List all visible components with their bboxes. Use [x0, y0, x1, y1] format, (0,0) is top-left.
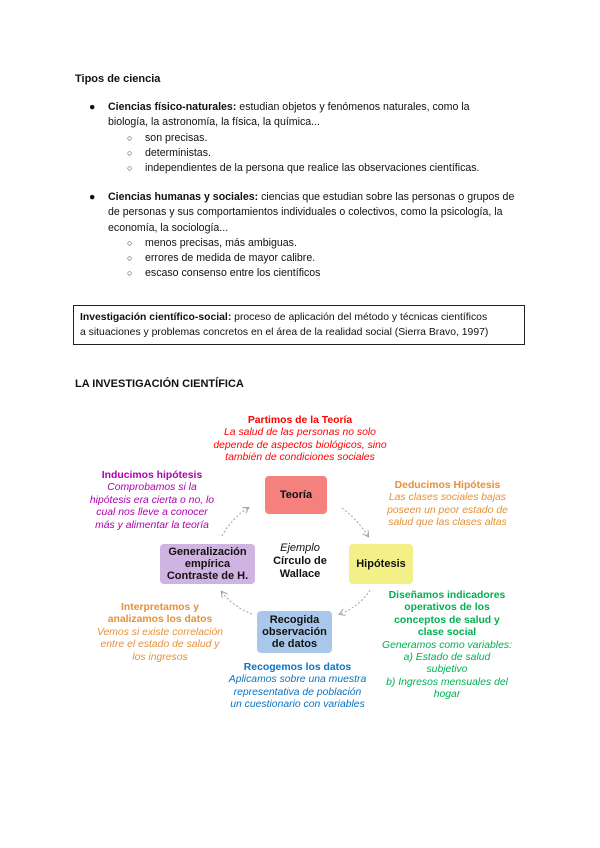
section-title-investigacion: LA INVESTIGACIÓN CIENTÍFICA: [75, 378, 244, 390]
circle-bullet: ○: [127, 253, 133, 263]
sub-item: independientes de la persona que realice las observaciones científicas.: [145, 162, 480, 174]
circle-bullet: ○: [127, 148, 133, 158]
label-partimos-teoria: Partimos de la Teoría La salud de las personas no solo depende de aspectos biológicos, sino también de condiciones sociales: [213, 415, 387, 464]
sub-item: escaso consenso entre los científicos: [145, 267, 321, 279]
list-item-humanas-sociales: Ciencias humanas y sociales: ciencias que estudian sobre las personas o grupos de de personas y sus comportamientos individuales o colectivos, como la psicología, la economía, la sociología...: [108, 191, 515, 234]
node-hipotesis: Hipótesis: [349, 544, 413, 584]
circle-bullet: ○: [127, 133, 133, 143]
sub-item: menos precisas, más ambiguas.: [145, 237, 297, 249]
label-interpretamos-datos: Interpretamos y analizamos los datos Vemos si existe correlación entre el estado de salud y los ingresos: [96, 602, 224, 663]
label-inducimos-hipotesis: Inducimos hipótesis Comprobamos si la hipótesis era cierta o no, lo cual nos lleve a conocer más y alimentar la teoría: [89, 470, 215, 531]
list-item-fisico-naturales: Ciencias físico-naturales: estudian objetos y fenómenos naturales, como la biología, la astronomía, la física, la química...: [108, 101, 470, 129]
label-disenamos-indicadores: Diseñamos indicadores operativos de los conceptos de salud y clase social Generamos como variables: a) Estado de salud subjetivo b) Ingresos mensuales del hogar: [382, 590, 512, 701]
node-teoria: Teoría: [265, 476, 327, 514]
sub-item: errores de medida de mayor calibre.: [145, 252, 316, 264]
sub-item: deterministas.: [145, 147, 211, 159]
label-recogemos-datos: Recogemos los datos Aplicamos sobre una muestra representativa de población un cuestionario con variables: [228, 662, 367, 711]
circle-bullet: ○: [127, 163, 133, 173]
bullet-dot: ●: [89, 101, 96, 113]
circle-bullet: ○: [127, 238, 133, 248]
center-label: Ejemplo Círculo de Wallace: [273, 542, 327, 580]
node-recogida: Recogida observación de datos: [257, 611, 332, 653]
node-generalizacion: Generalización empírica Contraste de H.: [160, 544, 255, 584]
section-title-tipos: Tipos de ciencia: [75, 73, 161, 85]
definition-box: Investigación científico-social: proceso de aplicación del método y técnicas científicos a situaciones y problemas concretos en el área de la realidad social (Sierra Bravo, 1997): [73, 305, 525, 345]
sub-item: son precisas.: [145, 132, 208, 144]
arrow-hipotesis-recogida: [340, 590, 370, 614]
arrow-teoria-hipotesis: [342, 508, 368, 536]
label-deducimos-hipotesis: Deducimos Hipótesis Las clases sociales bajas poseen un peor estado de salud que las clases altas: [387, 480, 508, 529]
term: Ciencias físico-naturales:: [108, 101, 237, 113]
circle-bullet: ○: [127, 268, 133, 278]
bullet-dot: ●: [89, 191, 96, 203]
